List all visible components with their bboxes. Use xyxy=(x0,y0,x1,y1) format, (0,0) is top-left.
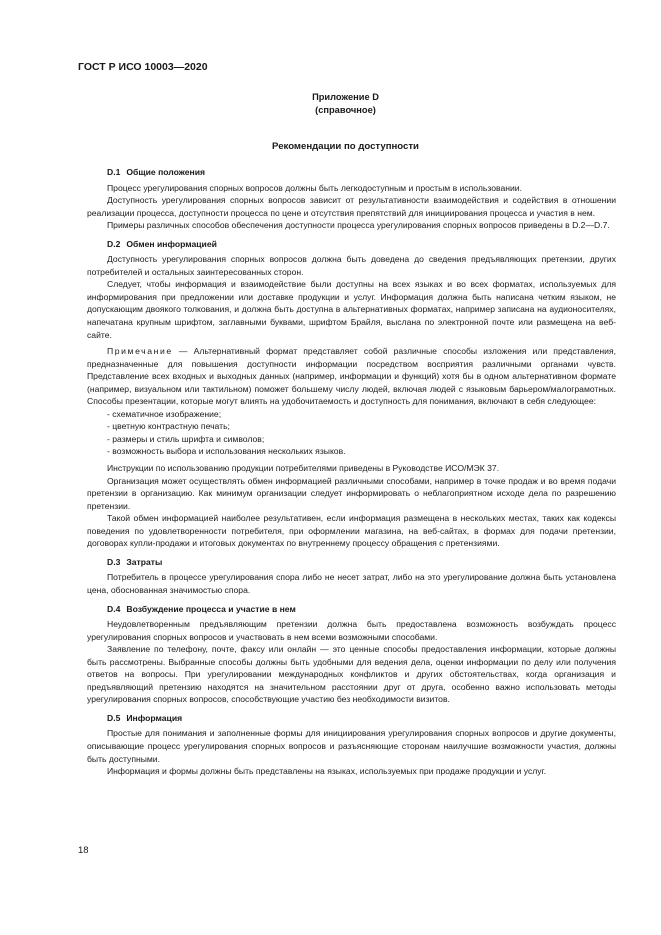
section-title: Информация xyxy=(126,712,183,723)
note-text: — Альтернативный формат представляет собой различные способы изложения или представления, предназначенные для повышения доступности информации посредством восприятия различными органами чувств. Представление всех входных и выходных данных (например, информации и функций) хотя бы в одном альтернативном формате (например, визуальном или тактильном) поможет большему числу людей, включая людей с языковым барьером/малограмотных. Способы презентации, которые могут влиять на удобочитаемость и доступность для понимания, включают в себя следующее: xyxy=(87,346,616,407)
section-title: Обмен информацией xyxy=(126,238,217,249)
paragraph: Инструкции по использованию продукции потребителями приведены в Руководстве ИСО/МЭК 37. xyxy=(107,463,500,474)
section-heading-d5 xyxy=(107,712,616,725)
note-paragraph xyxy=(87,345,616,408)
section-title: Затраты xyxy=(126,556,163,567)
note-label: Примечание xyxy=(107,346,173,357)
paragraph: Примеры различных способов обеспечения доступности процесса урегулирования спорных вопросов приведены в D.2—D.7. xyxy=(107,220,610,231)
paragraph: Доступность урегулирования спорных вопросов должна быть доведена до сведения предъявляющих претензии, других потребителей и остальных заинтересованных сторон. xyxy=(87,254,616,277)
section-number: D.5 xyxy=(107,712,121,723)
paragraph: Заявление по телефону, почте, факсу или онлайн — это ценные способы предоставления информации, которые должны быть рассмотрены. Выбранные способы должны быть удобными для ведения дела, оценки информации по делу или получения ответов на вопросы. При урегулировании международных конфликтов и других обстоятельствах, когда организация и предъявляющий претензию находятся на значительном расстоянии друг от друга, особенно важно использовать методы урегулирования спорных вопросов, способствующие участию без необходимости визитов. xyxy=(87,644,616,705)
appendix-note: (справочное) xyxy=(315,104,376,115)
section-number: D.4 xyxy=(107,603,121,614)
list-item: - возможность выбора и использования нескольких языков. xyxy=(107,445,616,458)
document-body xyxy=(87,164,616,778)
section-title: Возбуждение процесса и участие в нем xyxy=(126,603,296,614)
section-heading-d1 xyxy=(107,166,616,179)
paragraph: Доступность урегулирования спорных вопросов зависит от результативности взаимодействия и содействия в отношении реализации процесса, доступности процесса по цене и отсутствия препятствий для инициирования процесса и участия в нем. xyxy=(87,195,616,218)
paragraph: Неудовлетворенным предъявляющим претензии должна быть предоставлена возможность возбуждать процесс урегулирования спорных вопросов и участвовать в нем всеми возможными способами. xyxy=(87,619,616,642)
paragraph: Такой обмен информацией наиболее результативен, если информация размещена в нескольких местах, таких как кодексы поведения по удовлетворенности потребителя, при оформлении магазина, на веб-сайтах, в формах для подачи претензии, договорах купли-продажи и итоговых документах по внутреннему процессу обращения с претензиями. xyxy=(87,513,616,549)
paragraph: Процесс урегулирования спорных вопросов должны быть легкодоступным и простым в использовании. xyxy=(107,182,522,193)
page-title: Рекомендации по доступности xyxy=(272,141,419,152)
list-item: - схематичное изображение; xyxy=(107,408,616,421)
section-heading-d4 xyxy=(107,603,616,616)
section-title: Общие положения xyxy=(126,167,206,177)
page-number: 18 xyxy=(78,845,89,856)
standard-header: ГОСТ Р ИСО 10003—2020 xyxy=(78,61,208,73)
paragraph: Простые для понимания и заполненные формы для инициирования урегулирования спорных вопросов и другие документы, описывающие процесс урегулирования спорных вопросов и разъясняющие сторонам наилучшие возможности участия, должны быть доступными. xyxy=(87,728,616,764)
paragraph: Информация и формы должны быть представлены на языках, используемых при продаже продукции и услуг. xyxy=(107,766,547,777)
appendix-heading xyxy=(0,91,661,116)
section-number: D.3 xyxy=(107,556,121,567)
appendix-title: Приложение D xyxy=(312,92,379,102)
section-number: D.2 xyxy=(107,238,121,249)
list-item: - размеры и стиль шрифта и символов; xyxy=(107,433,616,446)
paragraph: Следует, чтобы информация и взаимодействие были доступны на всех языках и во всех форматах, используемых для информирования при предложении или доставке продукции и услуг. Информация должна быть написана четким языком, не допускающим двоякого толкования, и должна быть доступна в альтернативных форматах, например записана на аудионосителях, напечатана крупным шрифтом, заглавными буквами, шрифтом Брайля, выслана по электронной почте или размещена на веб-сайте. xyxy=(87,279,616,340)
presentation-methods-list xyxy=(87,408,616,458)
list-item: - цветную контрастную печать; xyxy=(107,420,616,433)
section-number: D.1 xyxy=(107,167,121,177)
paragraph: Организация может осуществлять обмен информацией различными способами, например в точке продаж и во время подачи претензии в организацию. Как минимум организации следует информировать о неблагоприятном исходе дела по разрешению претензии. xyxy=(87,475,616,511)
section-heading-d3 xyxy=(107,556,616,569)
paragraph: Потребитель в процессе урегулирования спора либо не несет затрат, либо на это урегулирование должна быть установлена цена, обоснованная значимостью спора. xyxy=(87,572,616,595)
section-heading-d2 xyxy=(107,238,616,251)
